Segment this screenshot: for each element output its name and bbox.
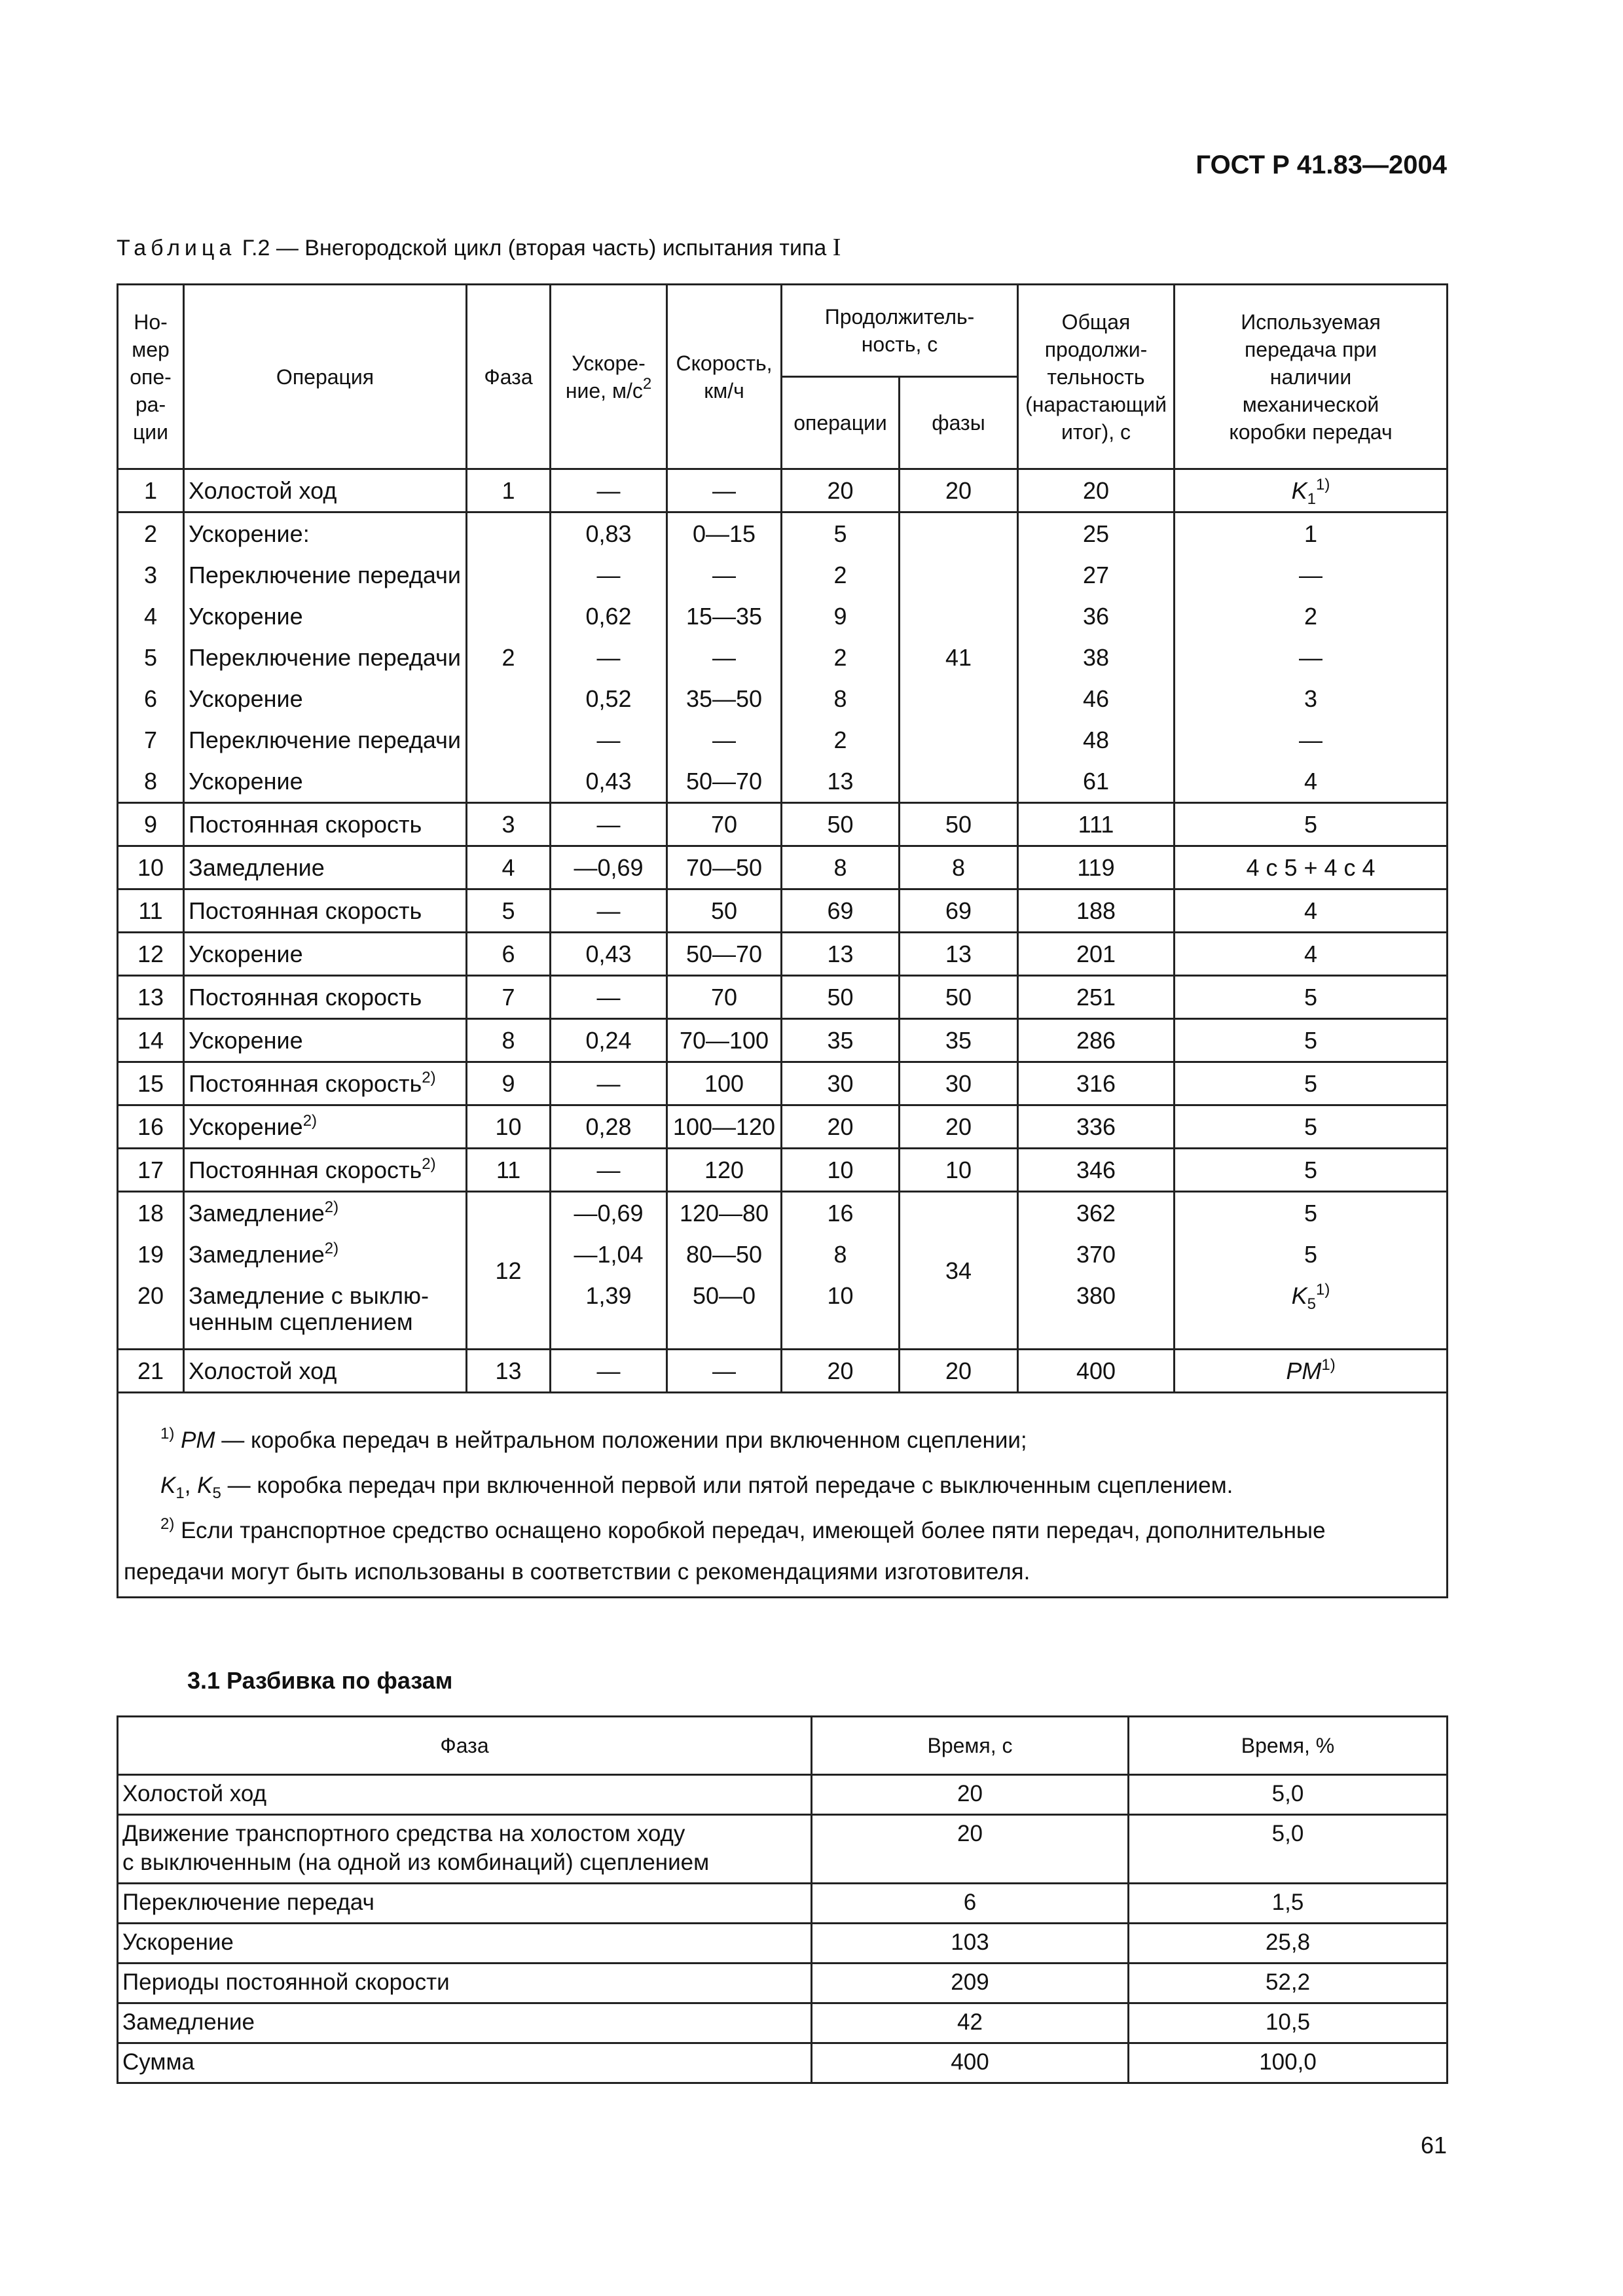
- header-operation: Операция: [184, 285, 467, 469]
- standard-number: ГОСТ Р 41.83—2004: [1195, 151, 1447, 179]
- footnote-1b: $K_1$, $K_5$ — коробка передач при включенной первой или пятой передаче с выключенным сцеплением.: [160, 1473, 1233, 1502]
- table-row: 10 Замедление 4 —0,69 70—50 8 8 119 4 с 5 + 4 с 4: [118, 846, 1448, 889]
- header-phase-name: Фаза: [118, 1717, 812, 1775]
- table-row: 11 Постоянная скорость 5 — 50 69 69 188 4: [118, 889, 1448, 933]
- table-row: 1 Холостой ход 1 — — 20 20 20 $K_1^{1)}$: [118, 469, 1448, 512]
- header-duration: Продолжитель- ность, с: [782, 285, 1018, 377]
- phase-breakdown-table: [117, 1715, 1448, 2084]
- header-duration-operation: операции: [782, 377, 900, 469]
- table-row: Движение транспортного средства на холостом ходу с выключенным (на одной из комбинаций) сцеплением 20 5,0: [118, 1815, 1448, 1884]
- table-row: 12 Ускорение 6 0,43 50—70 13 13 201 4: [118, 933, 1448, 976]
- table-row: 21 Холостой ход 13 — — 20 20 400 PM$^{1)}$: [118, 1350, 1448, 1393]
- header-op-number: Но- мер опе- ра- ции: [118, 285, 184, 469]
- header-gear: Используемая передача при наличии механической коробки передач: [1175, 285, 1448, 469]
- table-row: Сумма 400 100,0: [118, 2043, 1448, 2083]
- caption-roman: I: [832, 234, 841, 261]
- page-number: 61: [1420, 2132, 1447, 2159]
- table-row-group-phase-12: 18 19 20 Замедление$^{2)}$ Замедление$^{2)}$ Замедление с выклю- ченным сцеплением 12 —0,69 —1,04 1,39 120—80 80—50 50—0 16 8 10 34 362 370 380 5 5 $K_5^{1)}$: [118, 1192, 1448, 1350]
- driving-cycle-table: [117, 283, 1448, 1598]
- table-row: Ускорение 103 25,8: [118, 1924, 1448, 1964]
- table-row: 17 Постоянная скорость$^{2)}$ 11 — 120 10 10 346 5: [118, 1149, 1448, 1192]
- table-row: Замедление 42 10,5: [118, 2003, 1448, 2043]
- table-row: 13 Постоянная скорость 7 — 70 50 50 251 5: [118, 976, 1448, 1019]
- header-time-seconds: Время, с: [812, 1717, 1129, 1775]
- header-acceleration: Ускоре- ние, $м/с^2$: [551, 285, 667, 469]
- header-duration-phase: фазы: [900, 377, 1018, 469]
- table-row: 15 Постоянная скорость$^{2)}$ 9 — 100 30 30 316 5: [118, 1062, 1448, 1105]
- table-row: 9 Постоянная скорость 3 — 70 50 50 111 5: [118, 803, 1448, 846]
- caption-word: Таблица: [117, 236, 236, 260]
- footnote-2: $^{2)}$ Если транспортное средство оснащено коробкой передач, имеющей более пяти передач, дополнительные передачи могут быть использованы в соответствии с рекомендациями изготовителя.: [124, 1515, 1326, 1585]
- header-speed: Скорость, км/ч: [667, 285, 782, 469]
- table-row: Переключение передач 6 1,5: [118, 1884, 1448, 1924]
- header-total-duration: Общая продолжи- тельность (нарастающий итог), с: [1018, 285, 1175, 469]
- table-row: 16 Ускорение$^{2)}$ 10 0,28 100—120 20 20 336 5: [118, 1105, 1448, 1149]
- table-row: 14 Ускорение 8 0,24 70—100 35 35 286 5: [118, 1019, 1448, 1062]
- table-caption: [117, 233, 841, 262]
- header-time-percent: Время, %: [1129, 1717, 1448, 1775]
- table-row: Периоды постоянной скорости 209 52,2: [118, 1964, 1448, 2003]
- caption-text: Г.2 — Внегородской цикл (вторая часть) испытания типа: [242, 236, 827, 260]
- footnote-1: $^{1)}$ PM — коробка передач в нейтральном положении при включенном сцеплении;: [160, 1425, 1027, 1453]
- section-title: 3.1 Разбивка по фазам: [187, 1667, 453, 1694]
- table-row-group-phase-2: 2 3 4 5 6 7 8 Ускорение: Переключение передачи Ускорение Переключение передачи Ускорение Переключение передачи Ускорение 2 0,83 — 0,62 — 0,52 — 0,43 0—15 — 15—35 — 35—50 — 50—70 5 2 9 2 8 2 13 41 25 27 36 38 46 48 61 1 — 2 — 3 — 4: [118, 512, 1448, 803]
- table-footnotes: [118, 1393, 1448, 1598]
- table-row: Холостой ход 20 5,0: [118, 1775, 1448, 1815]
- header-phase: Фаза: [467, 285, 551, 469]
